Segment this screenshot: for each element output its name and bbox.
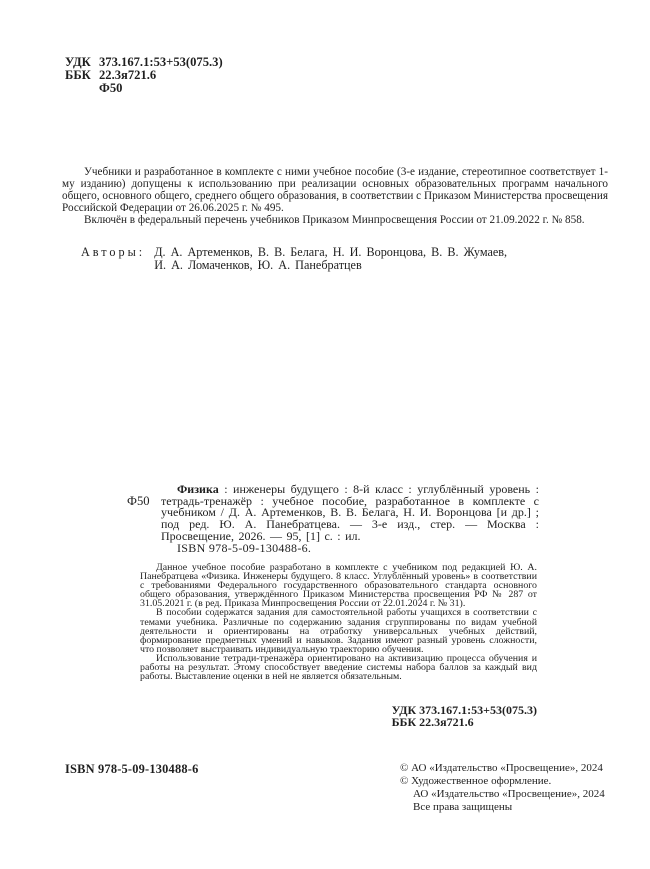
author-sign: Ф50 [99, 81, 123, 95]
top-bibliographic-codes [65, 56, 223, 95]
catalog-card [127, 484, 539, 555]
author-sign-spacer [65, 82, 99, 95]
catalog-isbn: ISBN 978-5-09-130488-6. [177, 541, 312, 556]
bbk-value: 22.3я721.6 [99, 68, 157, 82]
footer-copyright-block [400, 762, 615, 814]
authors-label: Авторы: [81, 245, 146, 259]
bbk-row [65, 69, 223, 82]
bottom-udc: УДК 373.167.1:53+53(075.3) [391, 703, 537, 717]
udc-label: УДК [65, 55, 91, 69]
authors-names: Д. А. Артеменков, В. В. Белага, Н. И. Воронцова, В. В. Жумаев, И. А. Ломаченков, Ю. А. Панебратцев [154, 245, 508, 273]
catalog-description-text: : инженеры будущего : 8-й класс : углублённый уровень : тетрадь-тренажёр : учебное пособие, разработанное в комплекте с учебником / Д. А. Артеменков, В. В. Белага, Н. И. Воронцова [и др.] ; под ред. Ю. А. Панебратцева. — 3-е изд., стер. — Москва : Просвещение, 2026. — 95, [1] с. : ил. [161, 482, 539, 543]
admission-statement [62, 166, 608, 226]
bbk-label: ББК [65, 68, 91, 82]
bottom-bbk: ББК 22.3я721.6 [391, 715, 474, 730]
admission-paragraph-1: Учебники и разработанное в комплекте с ними учебное пособие (3-е издание, стереотипное соответствует 1-му изданию) допущены к использованию при реализации основных образовательных программ начального общего, основного общего, среднего общего образования, в соответствии с Приказом Министерства просвещения Российской Федерации от 26.06.2025 г. № 495. [62, 166, 608, 214]
authors-block [81, 246, 562, 273]
catalog-title: Физика [177, 482, 219, 496]
annotation-paragraph-1: Данное учебное пособие разработано в комплекте с учебником под редакцией Ю. А. Панебратцева «Физика. Инженеры будущего. 8 класс. Углублённый уровень» в соответствии с требованиями Федерального государственного образовательного стандарта основного общего образования, утверждённого Приказом Министерства просвещения РФ № 287 от 31.05.2021 г. (в ред. Приказа Минпросвещения России от 22.01.2024 г. № 31). [140, 562, 537, 610]
copyright-publisher: © АО «Издательство «Просвещение», 2024 [400, 762, 603, 774]
copyright-art-design: © Художественное оформление. [400, 775, 552, 787]
copyright-publisher-2: АО «Издательство «Просвещение», 2024 [413, 788, 605, 800]
catalog-author-sign: Ф50 [127, 493, 150, 508]
annotation-paragraph-3: Использование тетради-тренажёра ориентировано на активизацию процесса обучения и работы на результат. Этому способствует введение системы набора баллов за каждый вид работы. Выставление оценки в ней не является обязательным. [140, 652, 537, 683]
copyright-rights-reserved: Все права защищены [413, 801, 513, 813]
footer-isbn: ISBN 978-5-09-130488-6 [65, 762, 199, 776]
bottom-bibliographic-codes [392, 704, 537, 729]
catalog-description [161, 484, 539, 543]
admission-paragraph-2: Включён в федеральный перечень учебников Приказом Минпросвещения России от 21.09.2022 г. № 858. [84, 214, 585, 226]
author-sign-row [65, 82, 223, 95]
annotation-block [140, 563, 537, 681]
udc-value: 373.167.1:53+53(075.3) [99, 55, 223, 69]
annotation-paragraph-2: В пособии содержатся задания для самостоятельной работы учащихся в соответствии с темами учебника. Различные по содержанию задания сгруппированы по видам учебной деятельности и ориентированы на отработку универсальных учебных действий, формирование предметных умений и навыков. Задания имеют разный уровень сложности, что позволяет выстраивать индивидуальную траекторию обучения. [140, 607, 537, 655]
